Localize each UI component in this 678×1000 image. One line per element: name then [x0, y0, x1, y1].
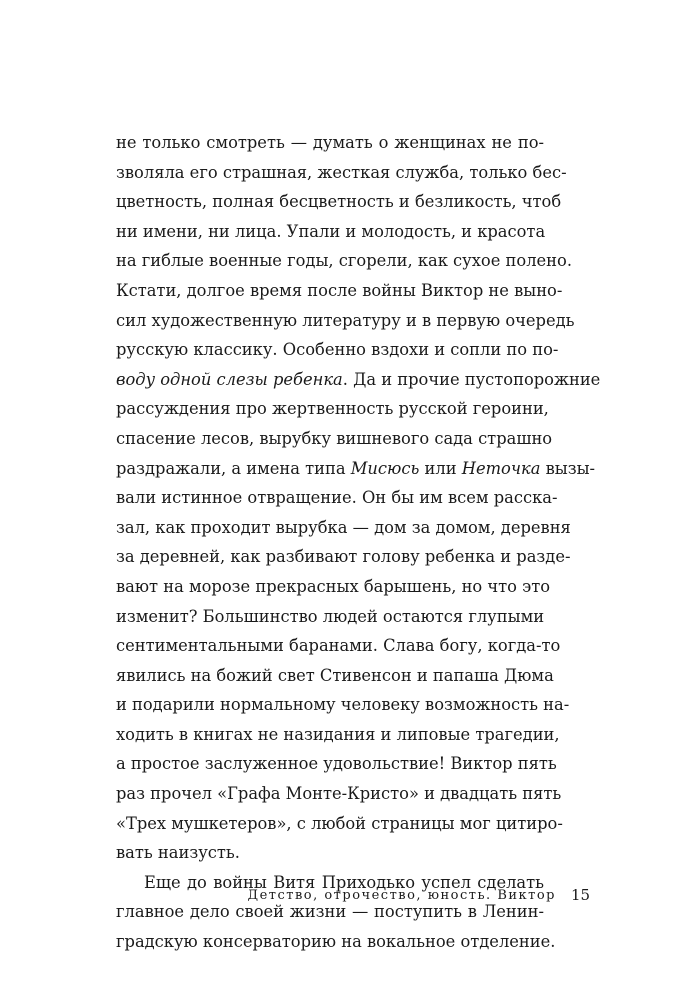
text-line: градскую консерваторию на вокальное отделение.	[116, 932, 556, 952]
text-line: и подарили нормальному человеку возможность на-	[116, 695, 570, 715]
text-line: рассуждения про жертвенность русской героини,	[116, 399, 549, 419]
text-line: Еще до войны Витя Приходько успел сделать	[144, 872, 544, 892]
text-line: а простое заслуженное удовольствие! Виктор пять	[116, 754, 557, 774]
text-line: главное дело своей жизни — поступить в Ленин-	[116, 902, 544, 922]
text-fragment: . Да и прочие пустопорожние	[342, 369, 601, 389]
running-head: Детство, отрочество, юность. Виктор	[247, 888, 556, 903]
italic-name: Неточка	[461, 458, 541, 478]
text-line: не только смотреть — думать о женщинах не по-	[116, 133, 544, 152]
text-line: вать наизусть.	[116, 843, 240, 863]
text-line: зволяла его страшная, жесткая служба, только бес-	[116, 162, 567, 182]
italic-name: Мисюсь	[350, 458, 420, 478]
text-line: вают на морозе прекрасных барышень, но что это	[116, 576, 551, 596]
text-fragment: раздражали, а имена типа	[116, 458, 351, 478]
text-fragment: или	[419, 458, 462, 478]
text-line: вали истинное отвращение. Он бы им всем расска-	[116, 488, 558, 508]
text-line: сил художественную литературу и в первую очередь	[116, 310, 575, 330]
text-line: Кстати, долгое время после войны Виктор не выно-	[116, 280, 563, 300]
text-line: раз прочел «Графа Монте-Кристо» и двадцать пять	[116, 784, 562, 804]
text-line: за деревней, как разбивают голову ребенка и разде-	[116, 547, 571, 567]
text-line: русскую классику. Особенно вздохи и сопли по по-	[116, 340, 559, 360]
text-line	[116, 365, 601, 395]
page-number: 15	[571, 886, 591, 904]
text-fragment: вызы-	[540, 458, 596, 478]
text-line	[116, 454, 596, 484]
text-line: на гиблые военные годы, сгорели, как сухое полено.	[116, 251, 573, 271]
text-line: цветность, полная бесцветность и безликость, чтоб	[116, 192, 562, 212]
page-footer	[116, 884, 591, 908]
text-line: явились на божий свет Стивенсон и папаша Дюма	[116, 665, 554, 685]
text-line: ни имени, ни лица. Упали и молодость, и красота	[116, 221, 546, 241]
text-line: ходить в книгах не назидания и липовые трагедии,	[116, 724, 560, 744]
text-line: изменит? Большинство людей остаются глупыми	[116, 606, 545, 626]
text-line: «Трех мушкетеров», с любой страницы мог цитиро-	[116, 813, 563, 833]
text-line: зал, как проходит вырубка — дом за домом, деревня	[116, 517, 571, 537]
italic-quote: воду одной слезы ребенка	[116, 369, 343, 389]
text-line: спасение лесов, вырубку вишневого сада страшно	[116, 428, 553, 448]
text-line: сентиментальными баранами. Слава богу, когда-то	[116, 636, 561, 656]
